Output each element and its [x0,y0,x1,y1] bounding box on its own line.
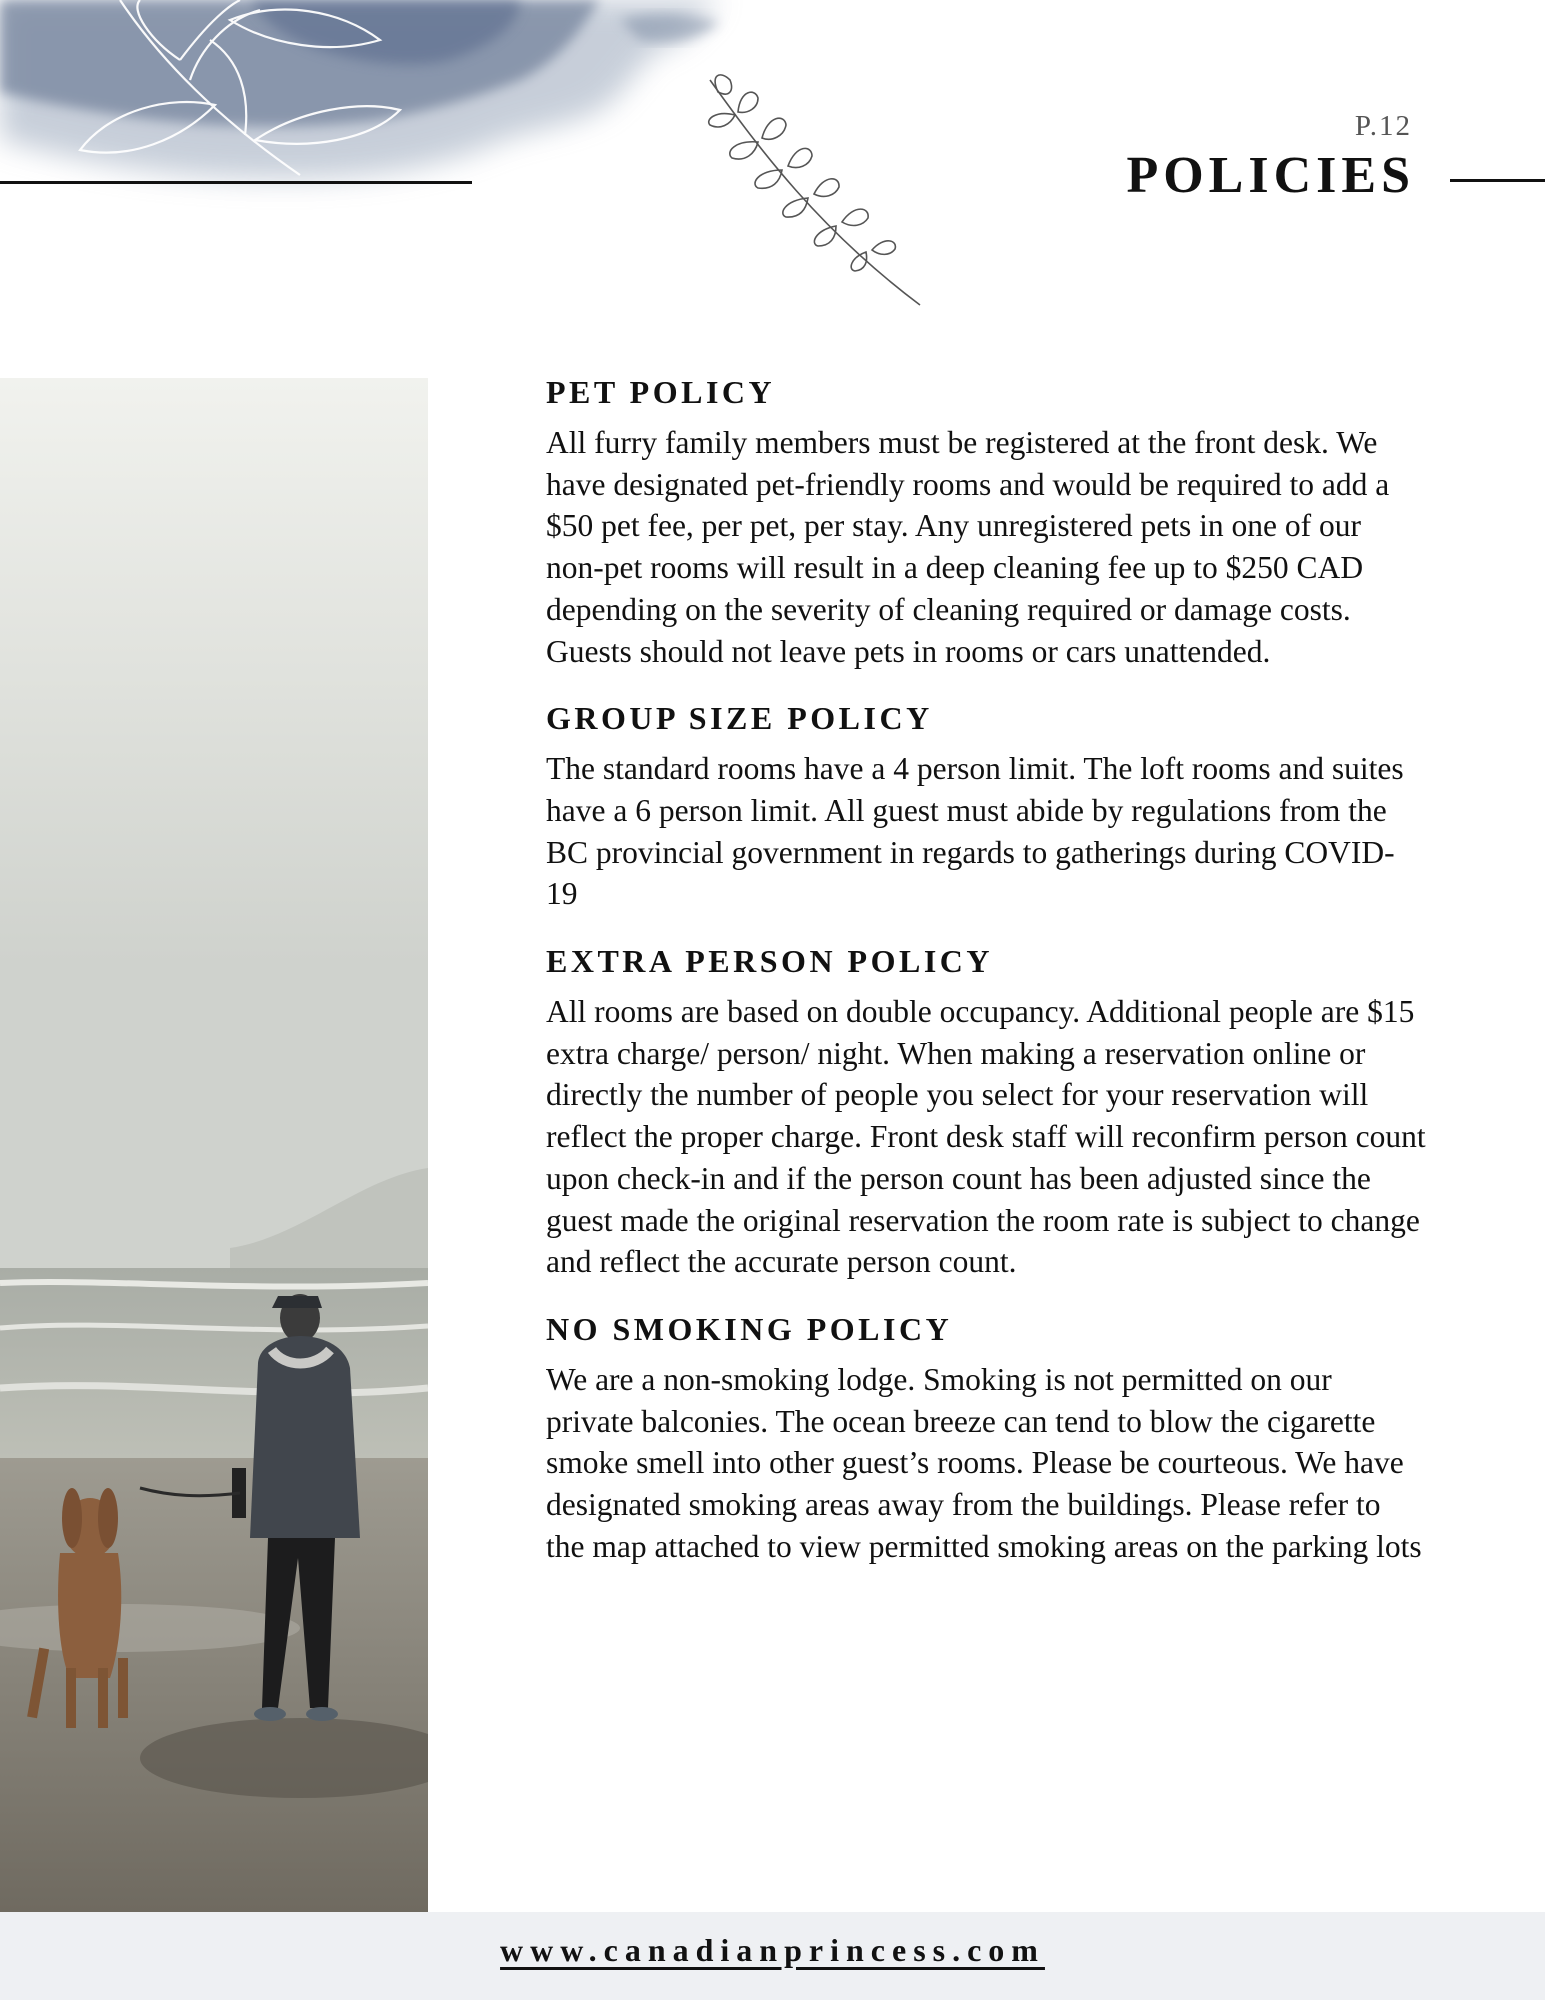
leaf-sprig-icon [700,70,930,310]
footer [0,1912,1545,2000]
pet-policy-section [546,372,1426,672]
section-body: The standard rooms have a 4 person limit. The loft rooms and suites have a 6 person limit. All guest must abide by regulations from the BC provincial government in regards to gatherings during COVID-19 [546,751,1404,912]
section-heading: NO SMOKING POLICY [546,1310,953,1347]
section-heading: GROUP SIZE POLICY [546,700,933,737]
section-heading: PET POLICY [546,374,776,410]
policies-content [546,372,1426,1593]
watercolor-leaf-illustration [0,0,820,260]
page-title: POLICIES [1126,147,1415,204]
website-link[interactable]: www.canadianprincess.com [500,1932,1045,1968]
no-smoking-policy-section [546,1309,1426,1568]
section-body: All furry family members must be registered at the front desk. We have designated pet-friendly rooms and would be required to add a $50 pet fee, per pet, per stay. Any unregistered pets in one of our non-pet rooms will result in a deep cleaning fee up to $250 CAD depending on the severity of cleaning required or damage costs. Guests should not leave pets in rooms or cars unattended. [546,425,1390,669]
section-heading: EXTRA PERSON POLICY [546,943,993,980]
section-body: We are a non-smoking lodge. Smoking is not permitted on our private balconies. The ocean breeze can tend to blow the cigarette smoke smell into other guest’s rooms. Please be courteous. We have designated smoking areas away from the buildings. Please refer to the map attached to view permitted smoking areas on the parking lots [546,1361,1422,1564]
extra-person-policy-section [546,941,1426,1283]
group-size-policy-section [546,698,1426,915]
page-number: P.12 [1354,110,1412,142]
header-rule-right [1450,179,1545,182]
header-rule-left [0,181,472,184]
section-body: All rooms are based on double occupancy. Additional people are $15 extra charge/ person/ night. When making a reservation online or directly the number of people you select for your reservation will reflect the proper charge. Front desk staff will reconfirm person count upon check-in and if the person count has been adjusted since the guest made the original reservation the room rate is subject to change and reflect the accurate person count. [546,994,1426,1280]
beach-woman-with-dog-photo [0,378,428,1912]
